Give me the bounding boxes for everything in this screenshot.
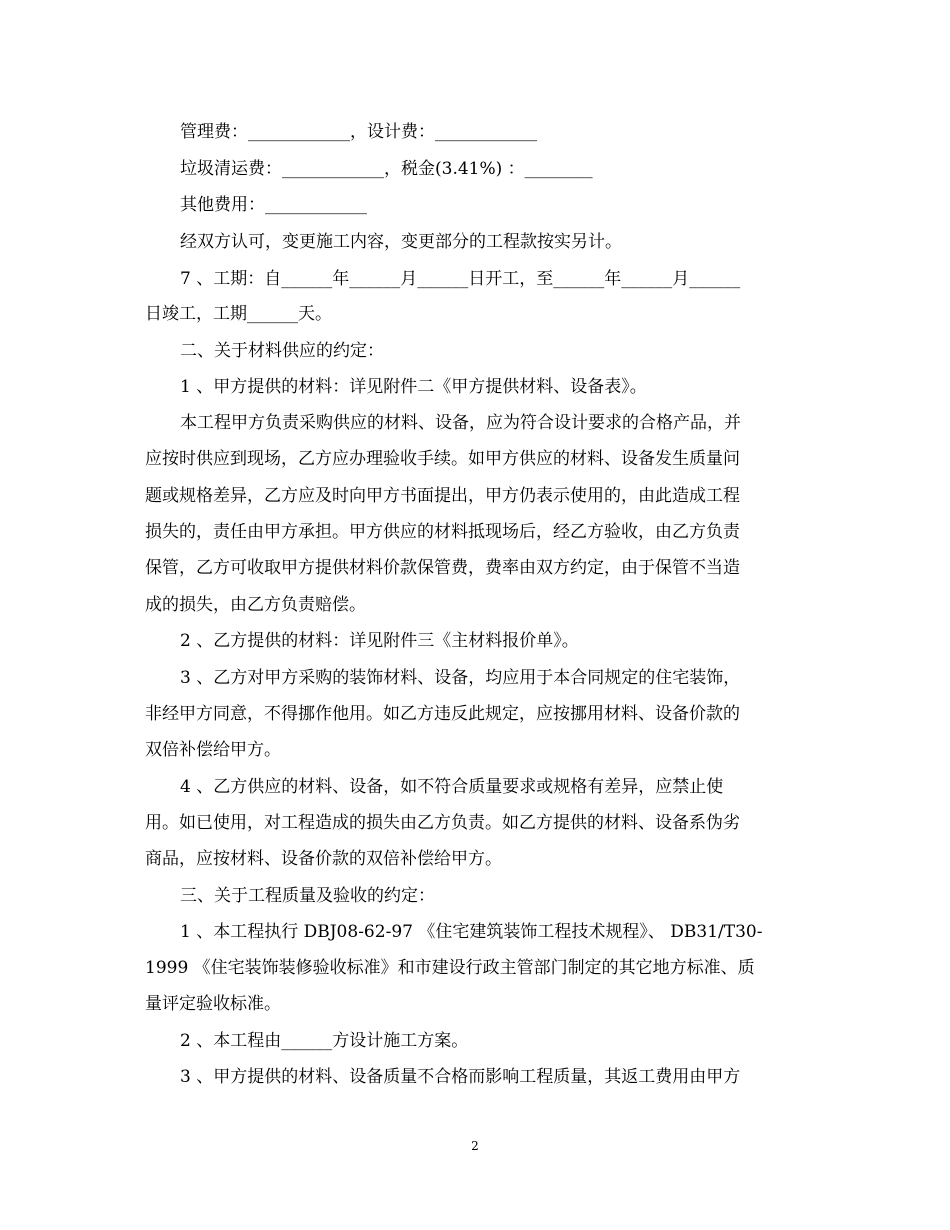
text-line: 用。如已使用，对工程造成的损失由乙方负责。如乙方提供的材料、设备系伪劣 [145, 813, 740, 833]
text-line: 垃圾清运费：____________，税金(3.41%) ：________ [180, 159, 593, 179]
text-line: 本工程甲方负责采购供应的材料、设备，应为符合设计要求的合格产品，并 [180, 413, 741, 433]
text-line: 损失的，责任由甲方承担。甲方供应的材料抵现场后，经乙方验收，由乙方负责 [145, 522, 740, 542]
text-line: 商品，应按材料、设备价款的双倍补偿给甲方。 [145, 849, 502, 869]
text-line: 题或规格差异，乙方应及时向甲方书面提出，甲方仍表示使用的，由此造成工程 [145, 486, 740, 506]
section-heading: 三、关于工程质量及验收的约定： [180, 886, 435, 906]
text-line: 1999 《住宅装饰装修验收标准》和市建设行政主管部门制定的其它地方标准、质 [145, 958, 755, 978]
text-line: 经双方认可，变更施工内容，变更部分的工程款按实另计。 [180, 232, 622, 252]
section-heading: 二、关于材料供应的约定： [180, 341, 384, 361]
text-line: 成的损失，由乙方负责赔偿。 [145, 595, 366, 615]
text-line: 3 、乙方对甲方采购的装饰材料、设备，均应用于本合同规定的住宅装饰， [180, 668, 741, 688]
text-line: 其他费用：____________ [180, 195, 367, 215]
text-line: 双倍补偿给甲方。 [145, 740, 281, 760]
text-line: 量评定验收标准。 [145, 994, 281, 1014]
text-line: 7 、工期：自______年______月______日开工，至______年______月______ [180, 269, 741, 289]
text-line: 2 、乙方提供的材料：详见附件三《主材料报价单》。 [180, 631, 579, 651]
text-line: 非经甲方同意，不得挪作他用。如乙方违反此规定，应按挪用材料、设备价款的 [145, 704, 740, 724]
text-line: 2 、本工程由______方设计施工方案。 [180, 1031, 469, 1051]
text-line: 3 、甲方提供的材料、设备质量不合格而影响工程质量，其返工费用由甲方 [180, 1067, 741, 1087]
text-line: 日竣工，工期______天。 [145, 304, 332, 324]
page-number: 2 [471, 1139, 479, 1153]
text-line: 4 、乙方供应的材料、设备，如不符合质量要求或规格有差异，应禁止使 [180, 777, 724, 797]
text-line: 保管，乙方可收取甲方提供材料价款保管费，费率由双方约定，由于保管不当造 [145, 558, 740, 578]
text-line: 1 、甲方提供的材料：详见附件二《甲方提供材料、设备表》。 [180, 377, 647, 397]
text-line: 应按时供应到现场，乙方应办理验收手续。如甲方供应的材料、设备发生质量问 [145, 449, 740, 469]
text-line: 1 、本工程执行 DBJ08-62-97 《住宅建筑装饰工程技术规程》、 DB31/T30- [180, 922, 763, 942]
text-line: 管理费：____________，设计费：____________ [180, 122, 537, 142]
